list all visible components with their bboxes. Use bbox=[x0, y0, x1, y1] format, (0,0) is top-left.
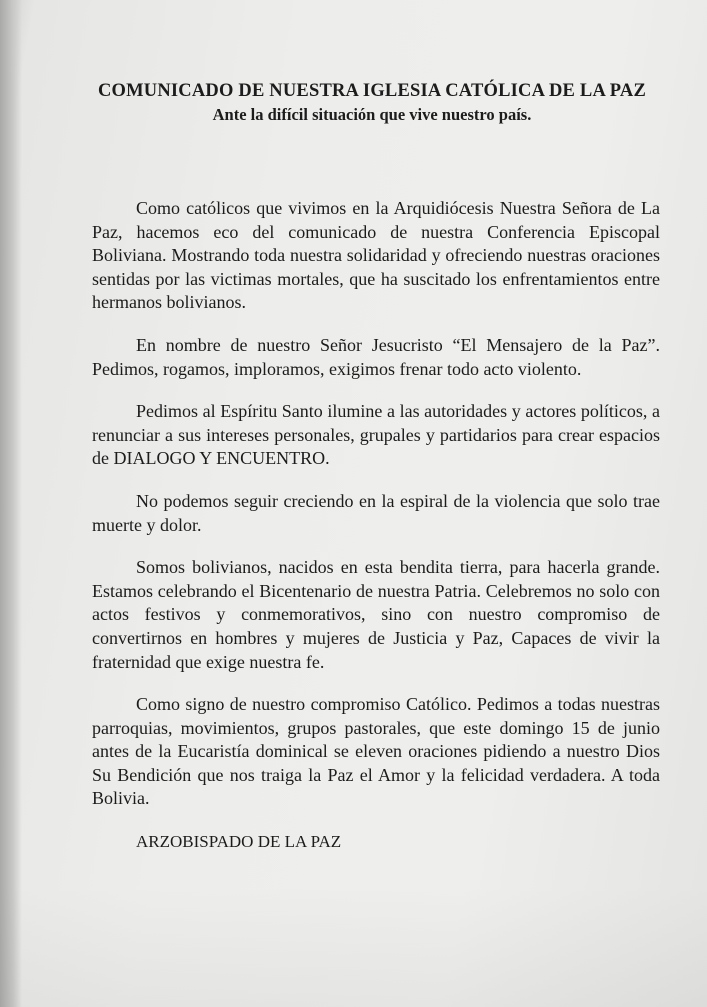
paragraph-6: Como signo de nuestro compromiso Católico. Pedimos a todas nuestras parroquias, movimientos, grupos pastorales, que este domingo 15 de junio antes de la Eucaristía dominical se eleven oraciones pidiendo a nuestro Dios Su Bendición que nos traiga la Paz el Amor y la felicidad verdadera. A toda Bolivia. bbox=[92, 694, 660, 809]
paragraph-1: Como católicos que vivimos en la Arquidiócesis Nuestra Señora de La Paz, hacemos eco del comunicado de nuestra Conferencia Episcopal Boliviana. Mostrando toda nuestra solidaridad y ofreciendo nuestras oraciones sentidas por las victimas mortales, que ha suscitado los enfrentamientos entre hermanos bolivianos. bbox=[92, 198, 660, 313]
signature: ARZOBISPADO DE LA PAZ bbox=[136, 832, 342, 852]
document-title: COMUNICADO DE NUESTRA IGLESIA CATÓLICA DE LA PAZ bbox=[97, 81, 647, 101]
paragraph-2: En nombre de nuestro Señor Jesucristo “El Mensajero de la Paz”. Pedimos, rogamos, imploramos, exigimos frenar todo acto violento. bbox=[92, 334, 660, 379]
paragraph-4: No podemos seguir creciendo en la espiral de la violencia que solo trae muerte y dolor. bbox=[92, 490, 660, 535]
paragraph-5: Somos bolivianos, nacidos en esta bendita tierra, para hacerla grande. Estamos celebrando el Bicentenario de nuestra Patria. Celebremos no solo con actos festivos y conmemorativos, sino con nuestro compromiso de convertirnos en hombres y mujeres de Justicia y Paz, Capaces de vivir la fraternidad que exige nuestra fe. bbox=[92, 557, 660, 672]
page-edge-shadow bbox=[0, 0, 22, 1007]
document-body bbox=[92, 197, 660, 854]
paragraph-3: Pedimos al Espíritu Santo ilumine a las autoridades y actores políticos, a renunciar a sus intereses personales, grupales y partidarios para crear espacios de DIALOGO Y ENCUENTRO. bbox=[92, 401, 660, 469]
document-subtitle: Ante la difícil situación que vive nuestro país. bbox=[212, 105, 532, 124]
header-block bbox=[60, 80, 684, 125]
page-bottom-shading bbox=[0, 887, 707, 1007]
